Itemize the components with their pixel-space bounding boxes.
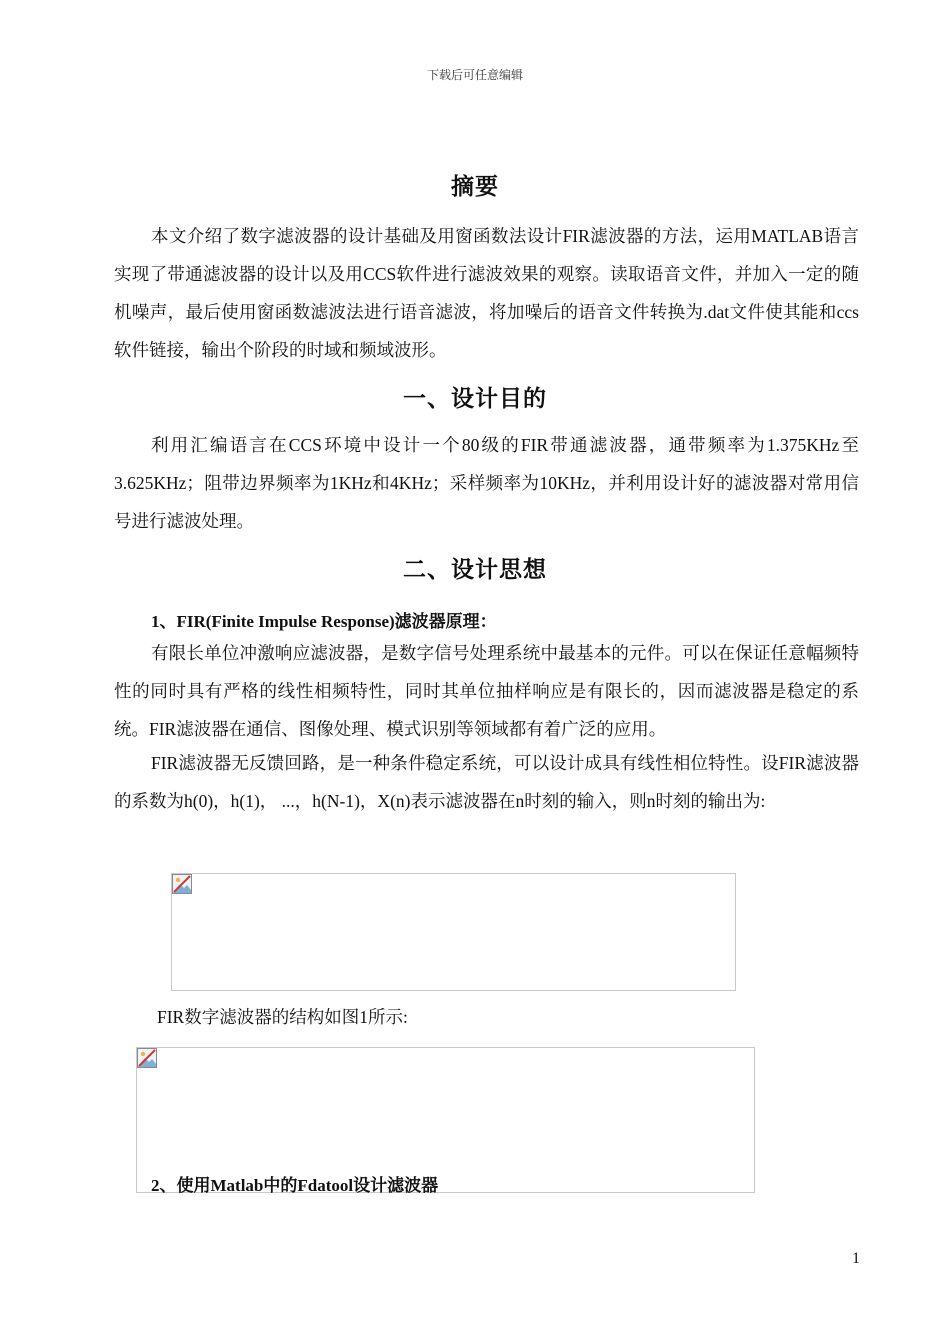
broken-image-icon [137,1048,157,1068]
abstract-paragraph: 本文介绍了数字滤波器的设计基础及用窗函数法设计FIR滤波器的方法，运用MATLAB语言实现了带通滤波器的设计以及用CCS软件进行滤波效果的观察。读取语音文件，并加入一定的随机噪声，最后使用窗函数滤波法进行语音滤波，将加噪后的语音文件转换为.dat文件使其能和ccs软件链接，输出个阶段的时域和频域波形。 [114,226,859,360]
page-header: 下载后可任意编辑 [426,68,523,82]
equation-image [171,873,736,991]
page-number: 1 [852,1250,860,1267]
section-2-heading: 2、使用Matlab中的Fdatool设计滤波器 [151,1176,439,1195]
fir-output-paragraph: FIR滤波器无反馈回路，是一种条件稳定系统，可以设计成具有线性相位特性。设FIR滤波器的系数为h(0)，h(1)， ...，h(N-1)，X(n)表示滤波器在n时刻的输入，则n时刻的输出为: [114,753,859,811]
figure-caption: FIR数字滤波器的结构如图1所示: [157,1007,408,1027]
purpose-paragraph: 利用汇编语言在CCS环境中设计一个80级的FIR带通滤波器，通带频率为1.375KHz至3.625KHz；阻带边界频率为1KHz和4KHz；采样频率为10KHz，并利用设计好的滤波器对常用信号进行滤波处理。 [114,435,859,531]
idea-title: 二、设计思想 [403,557,547,582]
broken-image-icon [172,874,192,894]
abstract-title: 摘要 [451,174,499,199]
fir-principle-paragraph: 有限长单位冲激响应滤波器，是数字信号处理系统中最基本的元件。可以在保证任意幅频特性的同时具有严格的线性相频特性，同时其单位抽样响应是有限长的，因而滤波器是稳定的系统。FIR滤波器在通信、图像处理、模式识别等领域都有着广泛的应用。 [114,643,859,739]
section-1-heading: 1、FIR(Finite Impulse Response)滤波器原理： [151,612,497,631]
purpose-title: 一、设计目的 [403,386,547,411]
